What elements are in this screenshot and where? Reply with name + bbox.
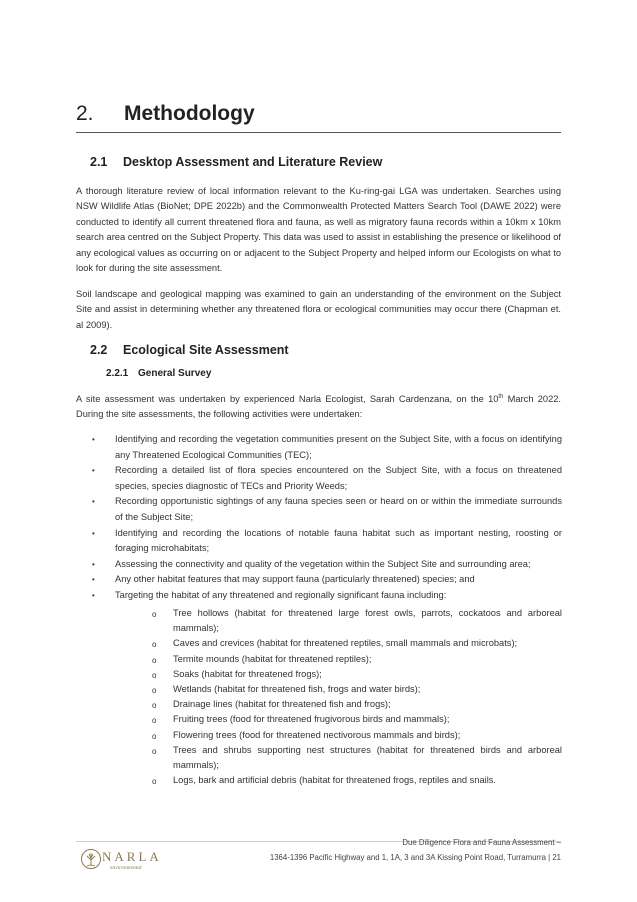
date-ordinal-suffix: th <box>498 393 504 400</box>
list-item <box>92 494 562 525</box>
sub-bullet-marker: o <box>152 686 157 696</box>
list-item-text: Assessing the connectivity and quality of the vegetation within the Subject Site and surrounding area; <box>115 558 531 569</box>
bullet-marker: • <box>92 435 95 444</box>
list-item <box>152 712 562 727</box>
list-item <box>152 682 562 697</box>
chapter-heading <box>76 100 561 133</box>
list-item-text: Identifying and recording the vegetation communities present on the Subject Site, with a focus on identifying any Threatened Ecological Communities (TEC); <box>115 434 562 460</box>
section-number: 2.2 <box>90 343 108 357</box>
footer-address-page: 1364-1396 Pacific Highway and 1, 1A, 3 and 3A Kissing Point Road, Turramurra | 21 <box>269 853 561 862</box>
list-item-text: Flowering trees (food for threatened nectivorous mammals and birds); <box>173 729 461 740</box>
site-assessment-intro <box>76 392 561 423</box>
bullet-marker: • <box>92 497 95 507</box>
intro-text-end: March 2022. During the site assessments, the following activities were undertaken: <box>76 394 561 420</box>
list-item <box>152 667 562 682</box>
list-item-text: Identifying and recording the locations of notable fauna habitat such as important nesting, roosting or foraging microhabitats; <box>115 527 562 554</box>
sub-bullet-marker: o <box>152 716 157 726</box>
list-item-text: Logs, bark and artificial debris (habitat for threatened frogs, reptiles and snails. <box>173 775 496 786</box>
list-item <box>152 652 562 667</box>
subsection-number: 2.2.1 <box>106 368 129 379</box>
list-item-text: Trees and shrubs supporting nest structures (habitat for threatened birds and arboreal mammals); <box>173 744 562 771</box>
logo-tagline: environmental <box>110 865 142 871</box>
list-item-text: Wetlands (habitat for threatened fish, frogs and water birds); <box>173 684 421 695</box>
list-item <box>152 773 562 788</box>
chapter-number: 2. <box>76 102 94 125</box>
soil-mapping-paragraph: Soil landscape and geological mapping was examined to gain an understanding of the environment on the Subject Site and assist in determining whether any threatened flora or ecological communities may occur there (Chapman et. al 2009). <box>76 289 561 330</box>
list-item <box>152 743 562 773</box>
sub-bullet-marker: o <box>152 746 157 756</box>
list-item-text: Recording a detailed list of flora species encountered on the Subject Site, with a focus on threatened species, species diagnostic of TECs and Priority Weeds; <box>115 465 562 491</box>
section-title: Ecological Site Assessment <box>123 343 289 357</box>
logo-wordmark: NARLA <box>102 849 162 864</box>
list-item <box>92 463 562 494</box>
list-item-text: Any other habitat features that may support fauna (particularly threatened) species; and <box>115 574 475 585</box>
tree-logo-icon <box>80 848 102 870</box>
list-item-text: Tree hollows (habitat for threatened large forest owls, parrots, cockatoos and arboreal mammals); <box>173 608 562 634</box>
list-item-text: Fruiting trees (food for threatened frugivorous birds and mammals); <box>173 714 450 725</box>
intro-text-start: A site assessment was undertaken by experienced Narla Ecologist, Sarah Cardenzana, on the 10 <box>76 394 499 404</box>
sub-bullet-marker: o <box>152 777 157 787</box>
list-item <box>152 606 562 636</box>
activities-list <box>92 432 562 604</box>
list-item <box>152 636 562 651</box>
list-item <box>152 728 562 743</box>
bullet-marker: • <box>92 466 95 476</box>
sub-bullet-marker: o <box>152 701 157 711</box>
sub-bullet-marker: o <box>152 655 157 665</box>
bullet-marker: • <box>92 559 95 569</box>
section-heading-2-1 <box>90 155 382 169</box>
list-item-text: Drainage lines (habitat for threatened fish and frogs); <box>173 699 391 710</box>
sub-bullet-marker: o <box>152 640 157 650</box>
sub-bullet-marker: o <box>152 670 157 680</box>
list-item <box>92 432 562 463</box>
list-item-text: Termite mounds (habitat for threatened reptiles); <box>173 653 372 664</box>
list-item-text: Caves and crevices (habitat for threatened reptiles, small mammals and microbats); <box>173 638 518 649</box>
list-item <box>92 557 562 573</box>
list-item <box>92 572 562 588</box>
list-item-text: Targeting the habitat of any threatened and regionally significant fauna including: <box>115 589 447 600</box>
sub-bullet-marker: o <box>152 731 157 741</box>
literature-review-paragraph: A thorough literature review of local information relevant to the Ku-ring-gai LGA was undertaken. Searches using NSW Wildlife Atlas (BioNet; DPE 2022b) and the Commonwealth Protected Matters Search Tool (DAWE 2022) were conducted to identify all current threatened flora and fauna, as well as migratory fauna records within a 10km x 10km search area centred on the Subject Property. This data was used to assist in establishing the presence or likelihood of any ecological values as occurring on or adjacent to the Subject Property and helped inform our Ecologists on what to look for during the site assessment. <box>76 186 561 274</box>
bullet-marker: • <box>92 575 95 585</box>
list-item <box>152 697 562 712</box>
habitat-list <box>152 606 562 788</box>
bullet-marker: • <box>92 590 95 600</box>
list-item <box>92 526 562 557</box>
section-title: Desktop Assessment and Literature Review <box>123 155 383 169</box>
footer-report-title: Due Diligence Flora and Fauna Assessment – <box>402 838 561 847</box>
subsection-heading-2-2-1 <box>106 368 211 379</box>
section-heading-2-2 <box>90 343 289 357</box>
sub-bullet-marker: o <box>152 610 157 619</box>
section-number: 2.1 <box>90 155 108 169</box>
list-item-text: Recording opportunistic sightings of any fauna species seen or heard on or within the immediate surrounds of the Subject Site; <box>115 496 562 522</box>
list-item <box>92 588 562 604</box>
narla-logo <box>80 846 170 876</box>
subsection-title: General Survey <box>138 368 212 379</box>
list-item-text: Soaks (habitat for threatened frogs); <box>173 668 322 679</box>
bullet-marker: • <box>92 528 95 538</box>
chapter-title: Methodology <box>124 102 255 125</box>
